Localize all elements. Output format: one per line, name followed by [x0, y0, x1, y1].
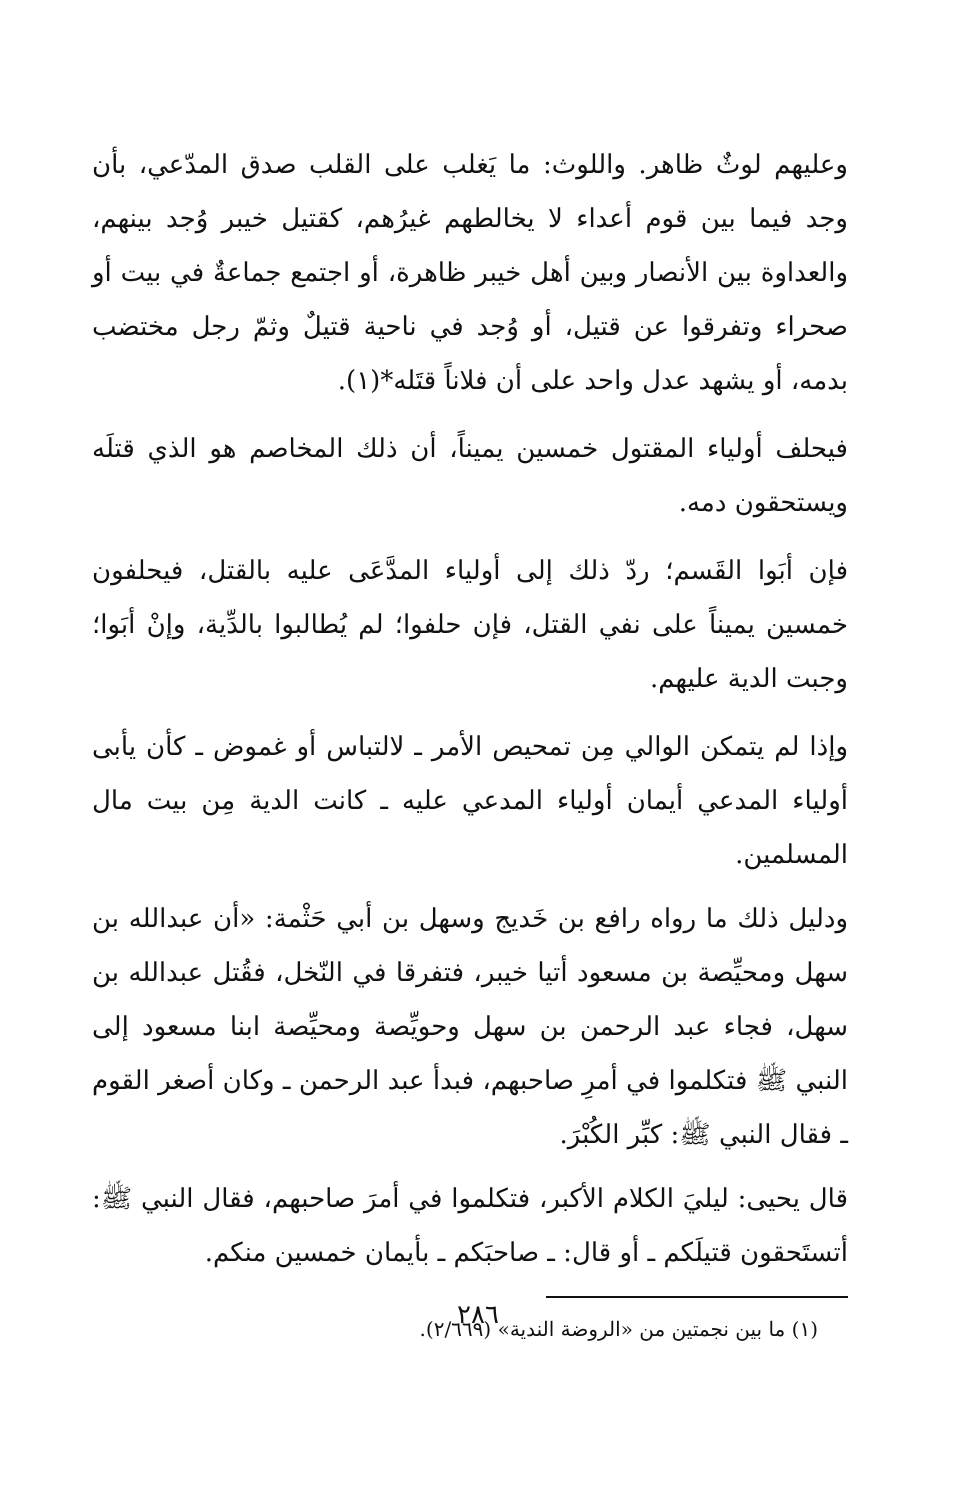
- paragraph-yahya-report: قال يحيى: ليليَ الكلام الأكبر، فتكلموا في أمرَ صاحبهم، فقال النبي ﷺ: أتستَحقون قتيلَكم ـ أو قال: ـ صاحبَكم ـ بأيمان خمسين منكم.: [92, 1184, 848, 1268]
- paragraph-refusal-of-oath: فإن أبَوا القَسم؛ ردّ ذلك إلى أولياء المدَّعَى عليه بالقتل، فيحلفون خمسين يميناً على نفي القتل، فإن حلفوا؛ لم يُطالبوا بالدِّية، وإنْ أبَوا؛ وجبت الدية عليهم.: [92, 556, 848, 694]
- paragraph-lawth-definition: وعليهم لوثٌ ظاهر. واللوث: ما يَغلب على القلب صدق المدّعي، بأن وجد فيما بين قوم أعداء لا يخالطهم غيرُهم، كقتيل خيبر وُجد بينهم، والعداوة بين الأنصار وبين أهل خيبر ظاهرة، أو اجتمع جماعةٌ في بيت أو صحراء وتفرقوا عن قتيل، أو وُجد في ناحية قتيلٌ وثمّ رجل مختضب بدمه، أو يشهد عدل واحد على أن فلاناً قتَله*(١).: [92, 150, 848, 396]
- footnote-divider: [546, 1296, 848, 1298]
- paragraph-fifty-oaths: فيحلف أولياء المقتول خمسين يميناً، أن ذلك المخاصم هو الذي قتلَه ويستحقون دمه.: [92, 434, 848, 518]
- footnote: (١) ما بين نجمتين من «الروضة الندية» (٢/٦٦٩).: [419, 1317, 818, 1341]
- paragraph-hadith-evidence: ودليل ذلك ما رواه رافع بن خَديج وسهل بن أبي حَثْمة: «أن عبدالله بن سهل ومحيِّصة بن مسعود أتيا خيبر، فتفرقا في النّخل، فقُتل عبدالله بن سهل، فجاء عبد الرحمن بن سهل وحويِّصة ومحيِّصة ابنا مسعود إلى النبي ﷺ فتكلموا في أمرِ صاحبهم، فبدأ عبد الرحمن ـ وكان أصغر القوم ـ فقال النبي ﷺ: كبِّر الكُبْرَ.: [92, 904, 848, 1150]
- page-body: [92, 138, 848, 1346]
- page-number: ٢٨٦: [457, 1300, 499, 1330]
- paragraph-public-treasury: وإذا لم يتمكن الوالي مِن تمحيص الأمر ـ لالتباس أو غموض ـ كأن يأبى أولياء المدعي أيمان أولياء المدعي عليه ـ كانت الدية مِن بيت مال المسلمين.: [92, 732, 848, 870]
